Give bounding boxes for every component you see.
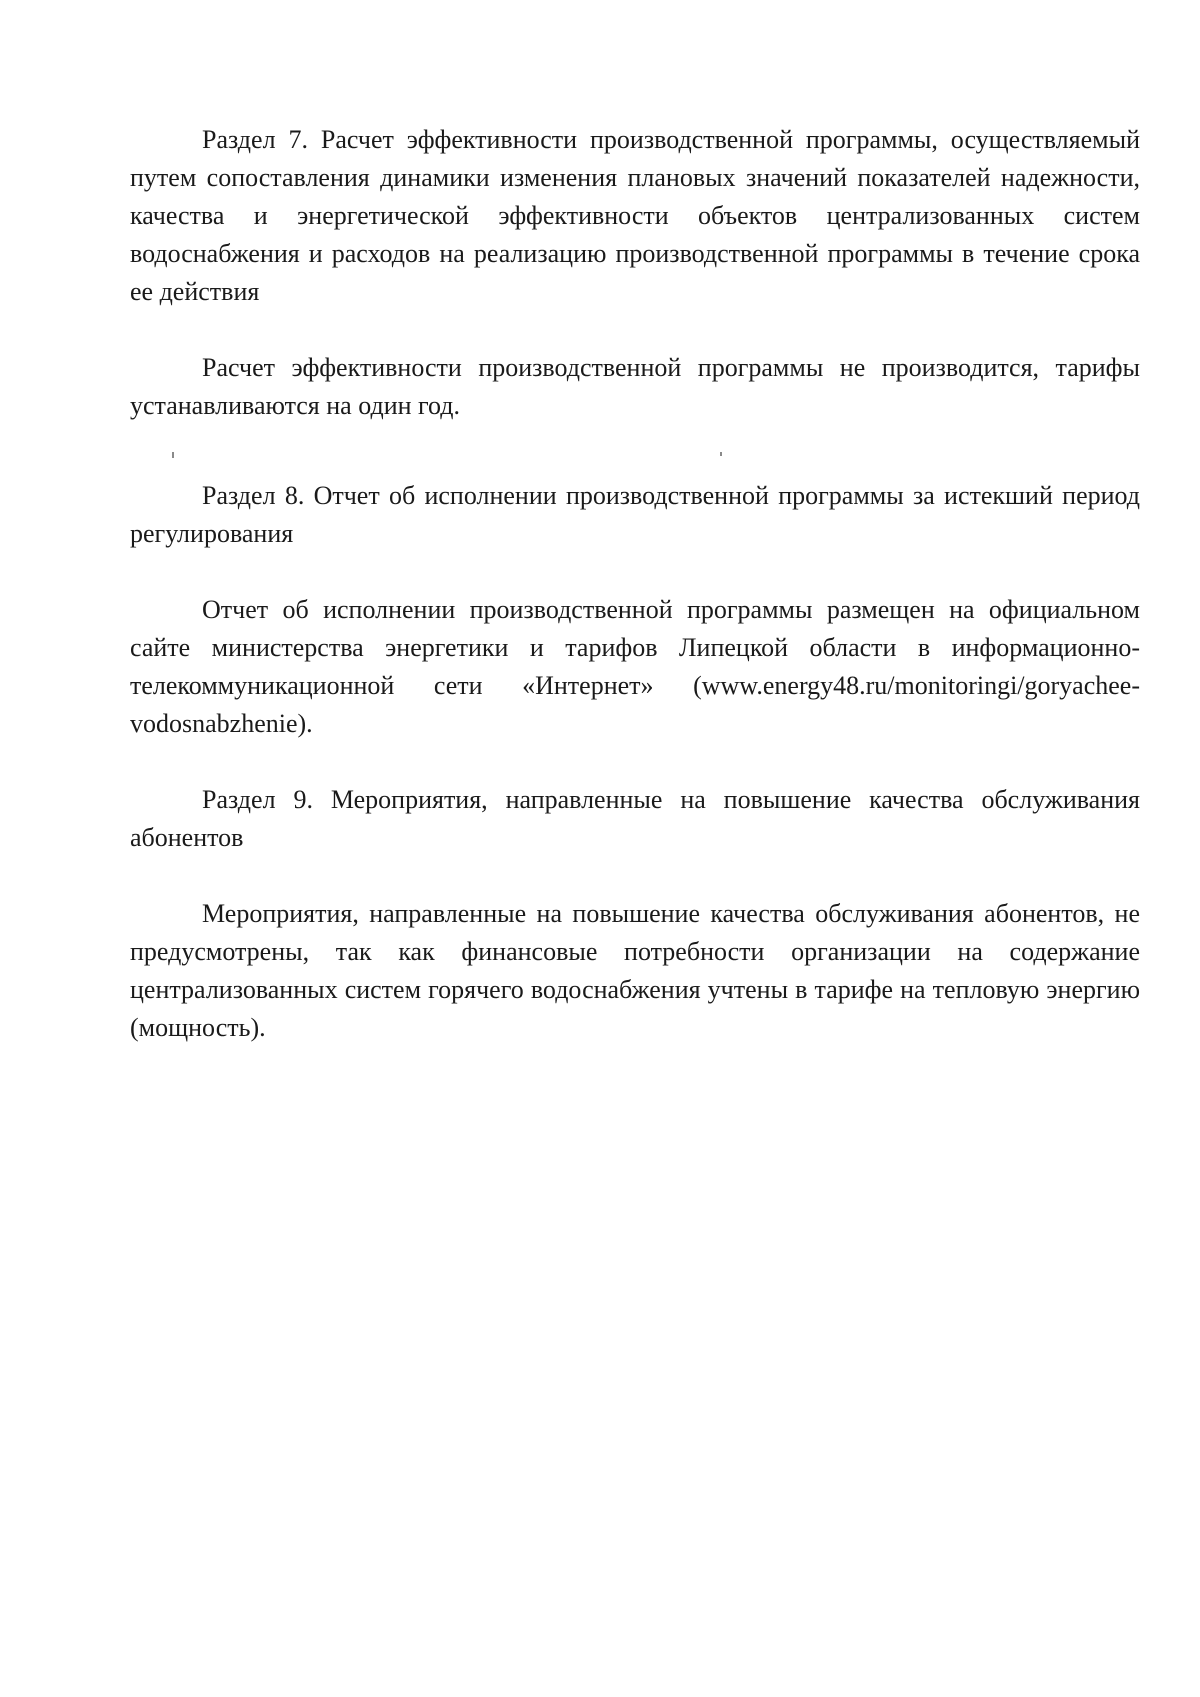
section-7-text: Расчет эффективности производственной программы не производится, тарифы устанавливаются на один год. xyxy=(130,353,1140,420)
document-body xyxy=(130,121,1140,1047)
section-8-heading: Раздел 8. Отчет об исполнении производственной программы за истекший период регулирования xyxy=(130,481,1140,548)
section-9-heading: Раздел 9. Мероприятия, направленные на повышение качества обслуживания абонентов xyxy=(130,785,1140,852)
section-9-text: Мероприятия, направленные на повышение качества обслуживания абонентов, не предусмотрены, так как финансовые потребности организации на содержание централизованных систем горячего водоснабжения учтены в тарифе на тепловую энергию (мощность). xyxy=(130,899,1140,1042)
section-7-heading: Раздел 7. Расчет эффективности производственной программы, осуществляемый путем сопоставления динамики изменения плановых значений показателей надежности, качества и энергетической эффективности объектов централизованных систем водоснабжения и расходов на реализацию производственной программы в течение срока ее действия xyxy=(130,125,1140,306)
section-8-text: Отчет об исполнении производственной программы размещен на официальном сайте министерства энергетики и тарифов Липецкой области в информационно-телекоммуникационной сети «Интернет» (www.energy48.ru/monitoringi/goryachee-vodosnabzhenie). xyxy=(130,595,1140,738)
